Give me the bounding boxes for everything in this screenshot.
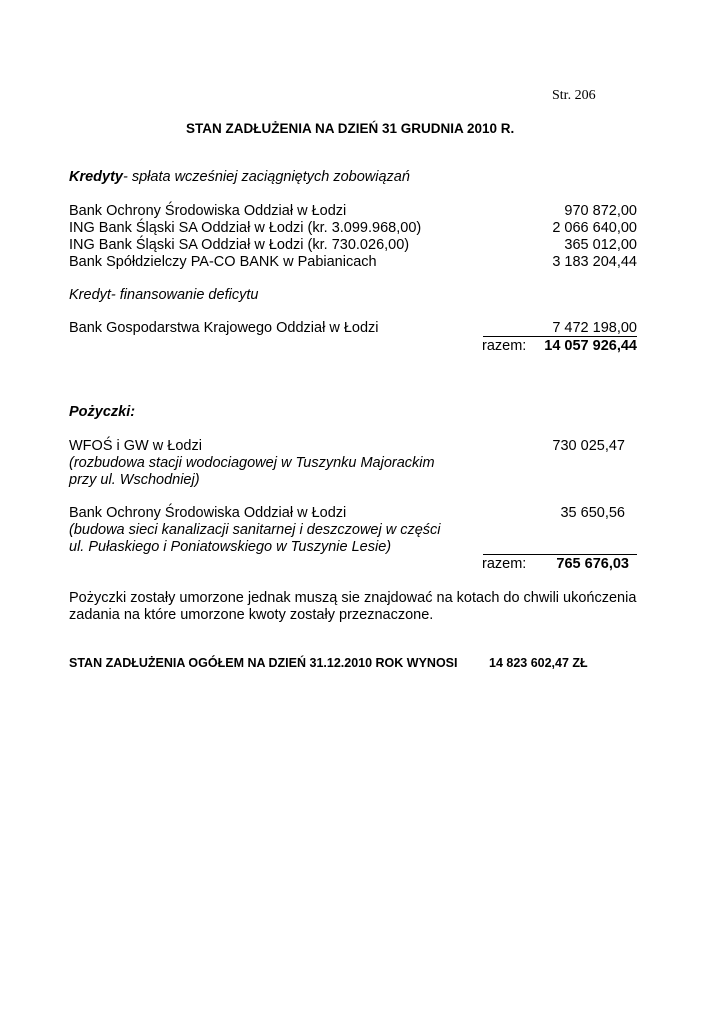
loans-total-label: razem: [482, 556, 527, 572]
deficit-item-name: Bank Gospodarstwa Krajowego Oddział w Łodzi [69, 320, 379, 336]
document-title: STAN ZADŁUŻENIA NA DZIEŃ 31 GRUDNIA 2010 R. [186, 121, 515, 136]
loan-item-description: (budowa sieci kanalizacji sanitarnej i deszczowej w części [69, 522, 441, 538]
loan-item-amount: 730 025,47 [552, 438, 625, 454]
loan-item-description: (rozbudowa stacji wodociagowej w Tuszynku Majorackim [69, 455, 435, 471]
loan-item-name: Bank Ochrony Środowiska Oddział w Łodzi [69, 505, 347, 521]
credit-item-amount: 365 012,00 [564, 237, 637, 253]
deficit-item-amount: 7 472 198,00 [552, 320, 637, 336]
credit-item-amount: 970 872,00 [564, 203, 637, 219]
loans-total-value: 765 676,03 [556, 556, 629, 572]
loan-item-amount: 35 650,56 [560, 505, 625, 521]
credit-item-name: Bank Ochrony Środowiska Oddział w Łodzi [69, 203, 347, 219]
credits-heading-bold: Kredyty [69, 169, 123, 185]
summary-value: 14 823 602,47 ZŁ [489, 656, 588, 670]
credit-item-amount: 3 183 204,44 [552, 254, 637, 270]
credit-item-name: ING Bank Śląski SA Oddział w Łodzi (kr. 3.099.968,00) [69, 220, 422, 236]
summary-label: STAN ZADŁUŻENIA OGÓŁEM NA DZIEŃ 31.12.2010 ROK WYNOSI [69, 656, 458, 670]
credits-total-label: razem: [482, 338, 527, 354]
page-number: Str. 206 [552, 88, 596, 103]
loan-item-description: ul. Pułaskiego i Poniatowskiego w Tuszynie Lesie) [69, 539, 392, 555]
loan-item-description: przy ul. Wschodniej) [69, 472, 200, 488]
credit-item-amount: 2 066 640,00 [552, 220, 637, 236]
credit-item-name: ING Bank Śląski SA Oddział w Łodzi (kr. 730.026,00) [69, 237, 410, 253]
credits-total-value: 14 057 926,44 [544, 338, 637, 354]
loans-heading: Pożyczki: [69, 404, 136, 420]
sum-rule [483, 554, 637, 555]
credits-heading [69, 169, 410, 186]
note-line: zadania na które umorzone kwoty zostały przeznaczone. [69, 607, 434, 623]
deficit-heading: Kredyt- finansowanie deficytu [69, 287, 259, 303]
sum-rule [483, 336, 637, 337]
note-line: Pożyczki zostały umorzone jednak muszą sie znajdować na kotach do chwili ukończenia [69, 590, 637, 606]
loan-item-name: WFOŚ i GW w Łodzi [69, 438, 202, 454]
credits-heading-rest: - spłata wcześniej zaciągniętych zobowiązań [123, 169, 410, 185]
credit-item-name: Bank Spółdzielczy PA-CO BANK w Pabianicach [69, 254, 377, 270]
